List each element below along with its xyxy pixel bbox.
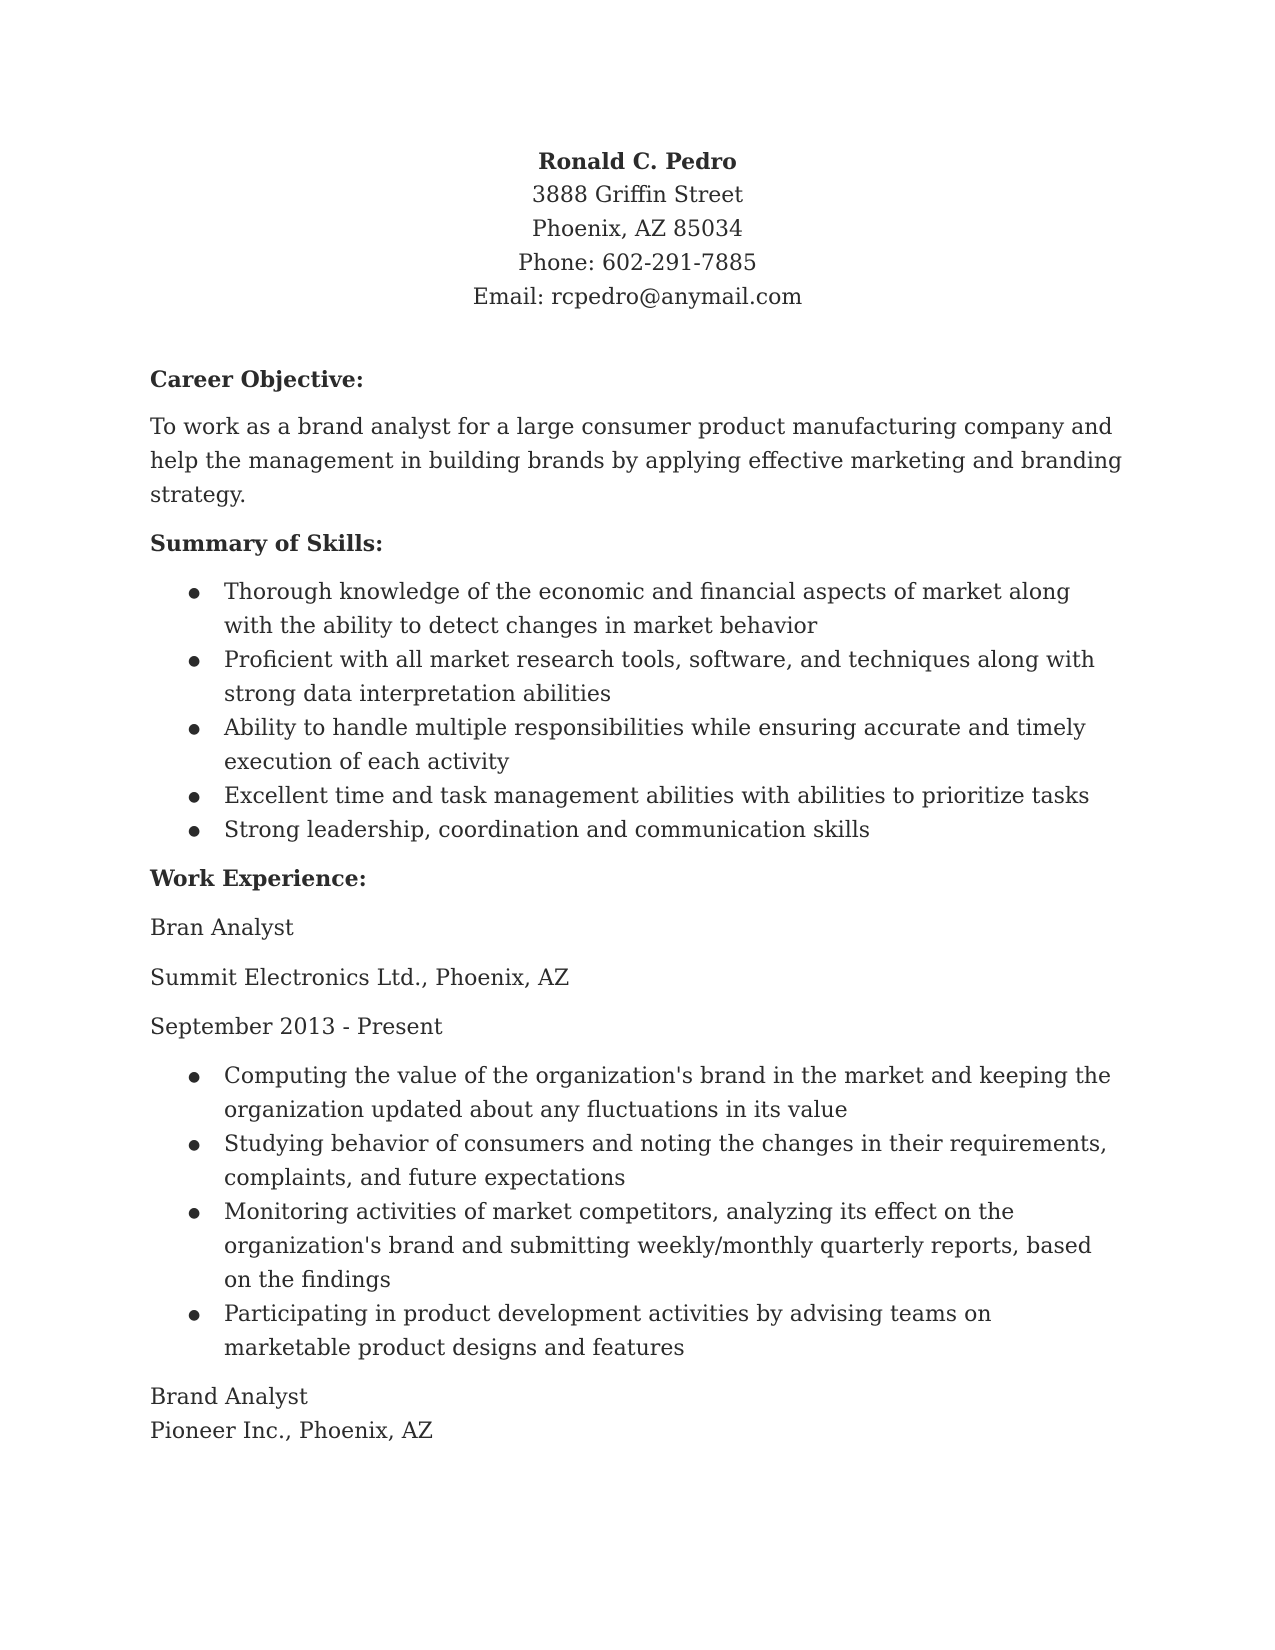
skill-text: Proficient with all market research tools, software, and techniques along with strong data interpretation abilities [224, 648, 1095, 707]
list-item [150, 1298, 1125, 1366]
bullet-icon: ● [188, 1307, 201, 1323]
list-item [150, 1060, 1125, 1128]
bullet-icon: ● [188, 1069, 201, 1085]
bullet-icon: ● [188, 823, 201, 839]
list-item [150, 780, 1125, 814]
list-item [150, 1196, 1125, 1298]
job-company: Pioneer Inc., Phoenix, AZ [150, 1419, 433, 1444]
resume-page [150, 145, 1125, 1449]
street-address: 3888 Griffin Street [531, 183, 744, 208]
city-state-zip: Phoenix, AZ 85034 [532, 217, 743, 242]
job-title: Bran Analyst [150, 916, 294, 941]
job-title: Brand Analyst [150, 1385, 308, 1410]
skills-heading: Summary of Skills: [150, 531, 384, 557]
bullet-icon: ● [188, 1137, 201, 1153]
career-objective-heading: Career Objective: [150, 367, 364, 393]
email-address: Email: rcpedro@anymail.com [472, 285, 803, 310]
bullet-icon: ● [188, 1205, 201, 1221]
career-objective-text: To work as a brand analyst for a large consumer product manufacturing company and help the management in building brands by applying effective marketing and branding strategy. [150, 415, 1123, 508]
phone-number: Phone: 602-291-7885 [518, 251, 757, 276]
bullet-icon: ● [188, 653, 201, 669]
job-dates: September 2013 - Present [150, 1015, 443, 1040]
contact-header [150, 145, 1125, 315]
list-item [150, 644, 1125, 712]
skill-text: Ability to handle multiple responsibilities while ensuring accurate and timely execution of each activity [224, 716, 1086, 775]
skills-list [150, 576, 1125, 848]
bullet-icon: ● [188, 789, 201, 805]
skill-text: Strong leadership, coordination and communication skills [224, 818, 871, 843]
duty-text: Studying behavior of consumers and noting the changes in their requirements, complaints, and future expectations [224, 1132, 1108, 1191]
list-item [150, 576, 1125, 644]
skill-text: Thorough knowledge of the economic and financial aspects of market along with the ability to detect changes in market behavior [224, 580, 1071, 639]
list-item [150, 712, 1125, 780]
bullet-icon: ● [188, 585, 201, 601]
applicant-name: Ronald C. Pedro [538, 149, 737, 175]
list-item [150, 1128, 1125, 1196]
work-experience-heading: Work Experience: [150, 866, 367, 892]
duty-text: Monitoring activities of market competitors, analyzing its effect on the organization's brand and submitting weekly/monthly quarterly reports, based on the findings [224, 1200, 1092, 1293]
bullet-icon: ● [188, 721, 201, 737]
job-company: Summit Electronics Ltd., Phoenix, AZ [150, 966, 570, 991]
list-item [150, 814, 1125, 848]
skill-text: Excellent time and task management abilities with abilities to prioritize tasks [224, 784, 1090, 809]
duty-text: Participating in product development activities by advising teams on marketable product designs and features [224, 1302, 992, 1361]
job-duties-list [150, 1060, 1125, 1366]
duty-text: Computing the value of the organization's brand in the market and keeping the organization updated about any fluctuations in its value [224, 1064, 1111, 1123]
